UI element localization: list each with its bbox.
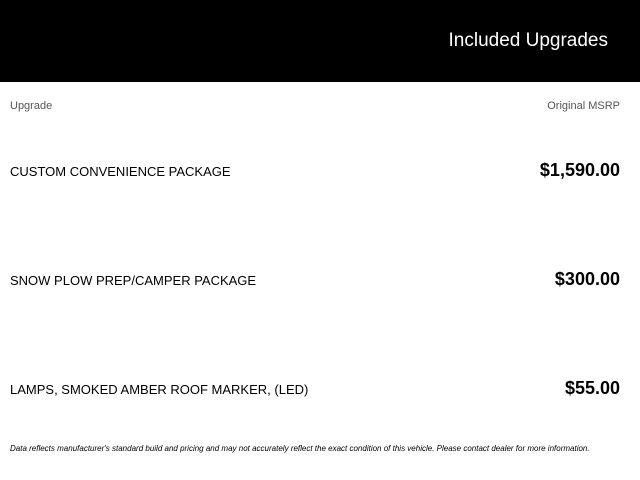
upgrade-name: LAMPS, SMOKED AMBER ROOF MARKER, (LED) [10,382,309,397]
upgrade-price: $55.00 [564,378,620,398]
upgrade-row [0,268,640,292]
upgrade-row [0,377,640,401]
column-header-msrp: Original MSRP [547,100,620,112]
upgrade-row [0,159,640,183]
upgrade-price: $1,590.00 [539,160,620,180]
upgrade-name: CUSTOM CONVENIENCE PACKAGE [10,164,231,179]
page-title: Included Upgrades [448,30,608,51]
upgrade-price: $300.00 [554,269,620,289]
disclaimer-text: Data reflects manufacturer's standard build and pricing and may not accurately reflect the exact condition of this vehicle. Please contact dealer for more information. [10,444,590,453]
header-bar [0,0,640,82]
column-header-upgrade: Upgrade [10,100,53,112]
upgrade-name: SNOW PLOW PREP/CAMPER PACKAGE [10,273,257,288]
